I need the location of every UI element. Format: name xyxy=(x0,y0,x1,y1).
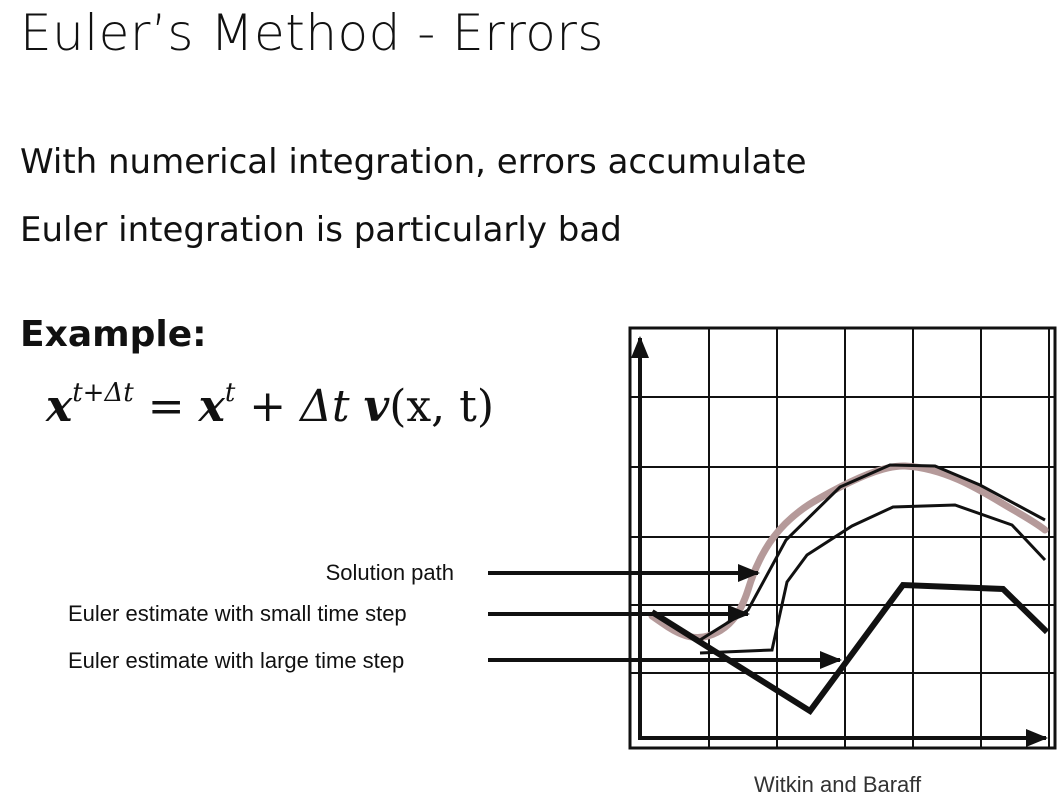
bullet-accumulate: With numerical integration, errors accumulate xyxy=(20,142,807,182)
grid xyxy=(630,328,1055,748)
formula-args: (x, t) xyxy=(389,381,494,432)
euler-large-step-curve xyxy=(652,585,1047,711)
small-step-label: Euler estimate with small time step xyxy=(68,601,407,626)
example-label: Example: xyxy=(20,314,207,355)
formula-plus: + xyxy=(249,381,287,432)
euler-small-step-curve-b xyxy=(700,465,1045,640)
figure-credit: Witkin and Baraff xyxy=(754,772,922,797)
formula-equals: = xyxy=(147,381,185,432)
slide-title: Euler’s Method - Errors xyxy=(20,4,604,62)
formula-x-rhs: x xyxy=(198,381,225,432)
large-step-label: Euler estimate with large time step xyxy=(68,648,405,673)
solution-path-curve xyxy=(652,466,1045,638)
formula-x-lhs: x xyxy=(46,381,73,432)
formula-v: v xyxy=(363,381,390,432)
solution-path-label: Solution path xyxy=(325,560,454,585)
formula-rhs-superscript: t xyxy=(224,378,236,408)
formula-lhs-superscript: t+Δt xyxy=(72,378,134,408)
bullet-euler-bad: Euler integration is particularly bad xyxy=(20,210,622,250)
formula-delta-t: Δt xyxy=(300,381,350,432)
